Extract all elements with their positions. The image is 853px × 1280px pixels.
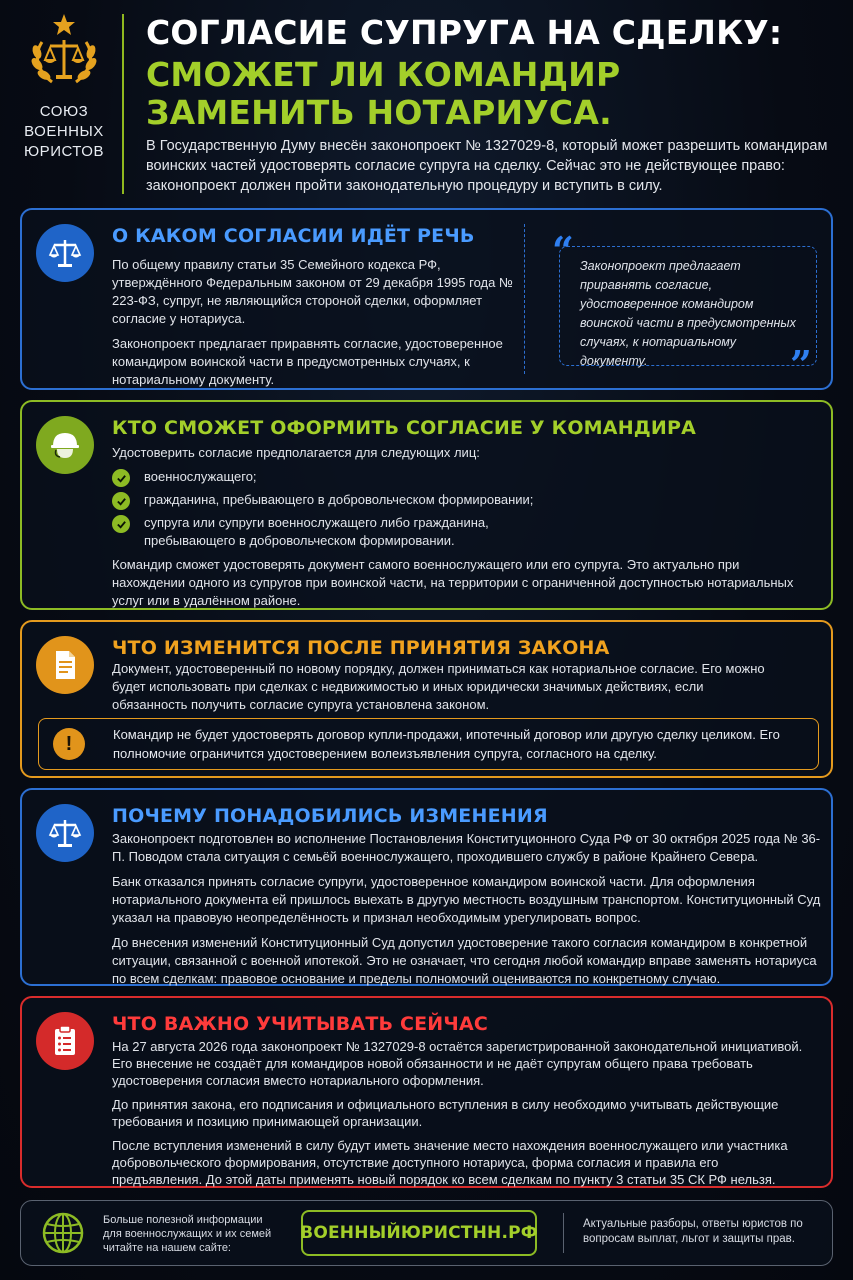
- open-quote-icon: “: [552, 228, 574, 273]
- section-why-paragraph-1: Законопроект подготовлен во исполнение Постановления Конституционного Суда РФ от 30 октября 2025 года № 36-П. Поводом стала ситуация с семьёй военнослужащего, проходившего службу в районе Крайнего Севера.: [112, 831, 821, 864]
- section-now-paragraph-2: До принятия закона, его подписания и официального вступления в силу необходимо учитывать действующие требования и позицию принимающей организации.: [112, 1097, 779, 1129]
- list-item-text: военнослужащего;: [144, 469, 257, 484]
- warning-text: Командир не будет удостоверять договор купли-продажи, ипотечный договор или другую сделку целиком. Его полномочие ограничится удостоверением волеизъявления супруга, согласного на сделку.: [113, 727, 780, 761]
- logo-line-1: СОЮЗ: [39, 103, 89, 120]
- section-about-paragraph-2: Законопроект предлагает приравнять согласие, удостоверенное командиром воинской части в предусмотренных случаях, к нотариальному документу.: [112, 336, 503, 387]
- close-quote-icon: ”: [790, 342, 812, 387]
- list-item: [22, 514, 544, 550]
- footer-info-text: Больше полезной информации для военнослужащих и их семей читайте на нашем сайте:: [103, 1214, 272, 1254]
- section-who-tail: Командир сможет удостоверять документ самого военнослужащего или его супруга. Это актуально при нахождении одного из супругов при воинской части, на территории с ограниченной доступностью нотариальных услуг или в удалённом районе.: [112, 557, 794, 608]
- quote-box: Законопроект предлагает приравнять согласие, удостоверенное командиром воинской части в предусмотренных случаях, к нотариальному документу.: [559, 246, 817, 366]
- scales-icon: [36, 224, 94, 282]
- page-title-line-1: СОГЛАСИЕ СУПРУГА НА СДЕЛКУ:: [146, 13, 783, 52]
- section-change-title: ЧТО ИЗМЕНИТСЯ ПОСЛЕ ПРИНЯТИЯ ЗАКОНА: [112, 637, 610, 659]
- section-about: [20, 208, 833, 390]
- section-why-paragraph-3: До внесения изменений Конституционный Суд допустил удостоверение такого согласия командиром в конкретной ситуации, связанной с военной ипотекой. Это не означает, что сегодня любой командир вправе заменять нотариуса по всем сделкам: правовое основание и пределы полномочий оцениваются по конкретному случаю.: [112, 935, 817, 986]
- header-divider: [122, 14, 124, 194]
- check-icon: [112, 515, 130, 533]
- section-about-body: [112, 256, 522, 396]
- warning-box: [38, 718, 819, 770]
- footer: [20, 1200, 833, 1266]
- check-icon: [112, 492, 130, 510]
- list-item: [22, 468, 802, 486]
- list-item: [22, 491, 802, 509]
- section-now-title: ЧТО ВАЖНО УЧИТЫВАТЬ СЕЙЧАС: [112, 1013, 489, 1035]
- scales-laurel-star-emblem-icon: [24, 12, 104, 92]
- document-icon: [36, 636, 94, 694]
- section-who-lead: Удостоверить согласие предполагается для следующих лиц:: [112, 445, 480, 460]
- section-why: [20, 788, 833, 986]
- soldier-helmet-icon: [36, 416, 94, 474]
- logo-line-3: ЮРИСТОВ: [24, 143, 104, 160]
- section-who-title: КТО СМОЖЕТ ОФОРМИТЬ СОГЛАСИЕ У КОМАНДИРА: [112, 417, 697, 439]
- section-change: [20, 620, 833, 778]
- section-why-paragraph-2: Банк отказался принять согласие супруги, удостоверенное командиром воинской части. Для оформления нотариального документа ей пришлось выехать в другую местность воздушным транспортом. Конституционный Суд указал на правовую неопределённость и признал необходимым урегулировать вопрос.: [112, 874, 821, 925]
- section-why-body: [112, 830, 824, 995]
- section-about-divider: [524, 224, 525, 374]
- list-item-text: супруга или супруги военнослужащего либо гражданина, пребывающего в добровольческом формировании.: [144, 515, 489, 548]
- section-who-body: [112, 444, 802, 617]
- website-link[interactable]: ВОЕННЫЙЮРИСТНН.РФ: [301, 1210, 537, 1256]
- section-now-paragraph-1: На 27 августа 2026 года законопроект № 1327029-8 остаётся зарегистрированной законодательной инициативой. Его внесение не создаёт для командиров новой обязанности и не даёт супругам общего права требовать удостоверения согласия вместо нотариального оформления.: [112, 1039, 803, 1088]
- footer-tagline: Актуальные разборы, ответы юристов по вопросам выплат, льгот и защиты прав.: [583, 1218, 803, 1245]
- section-now: [20, 996, 833, 1188]
- logo: [20, 12, 108, 162]
- scales-icon: [36, 804, 94, 862]
- section-change-body: Документ, удостоверенный по новому порядку, должен приниматься как нотариальное согласие. Его можно будет использовать при сделках с недвижимостью и иных юридически значимых действиях, если обязанность получить согласие супруга установлена законом.: [112, 661, 765, 712]
- page-title-line-2: СМОЖЕТ ЛИ КОМАНДИР ЗАМЕНИТЬ НОТАРИУСА.: [146, 55, 621, 132]
- logo-line-2: ВОЕННЫХ: [24, 123, 104, 140]
- check-icon: [112, 469, 130, 487]
- section-now-body: [112, 1038, 812, 1195]
- section-about-title: О КАКОМ СОГЛАСИИ ИДЁТ РЕЧЬ: [112, 225, 475, 247]
- exclamation-icon: !: [53, 728, 85, 760]
- section-who: [20, 400, 833, 610]
- section-now-paragraph-3: После вступления изменений в силу будут иметь значение место нахождения военнослужащего или участника добровольческого формирования, отсутствие доступного нотариуса, форма согласия и правила его предъявления. До этой даты применять новый порядок ко всем сделкам по пункту 3 статьи 35 СК РФ нельзя.: [112, 1138, 788, 1187]
- header: [0, 0, 853, 200]
- list-item-text: гражданина, пребывающего в добровольческом формировании;: [144, 492, 534, 507]
- eligible-persons-list: [112, 468, 802, 550]
- clipboard-icon: [36, 1012, 94, 1070]
- section-why-title: ПОЧЕМУ ПОНАДОБИЛИСЬ ИЗМЕНЕНИЯ: [112, 805, 548, 827]
- footer-divider: [563, 1213, 564, 1253]
- globe-icon: [41, 1211, 85, 1255]
- section-about-paragraph-1: По общему правилу статьи 35 Семейного кодекса РФ, утверждённого Федеральным законом от 29 декабря 1995 года № 223-ФЗ, супруг, не являющийся стороной сделки, оформляет согласие у нотариуса.: [112, 257, 513, 326]
- intro-text: В Государственную Думу внесён законопроект № 1327029-8, который может разрешить командирам воинских частей удостоверять согласие супруга на сделку. Сейчас это не действующее право: законопроект должен пройти законодательную процедуру и вступить в силу.: [146, 138, 828, 194]
